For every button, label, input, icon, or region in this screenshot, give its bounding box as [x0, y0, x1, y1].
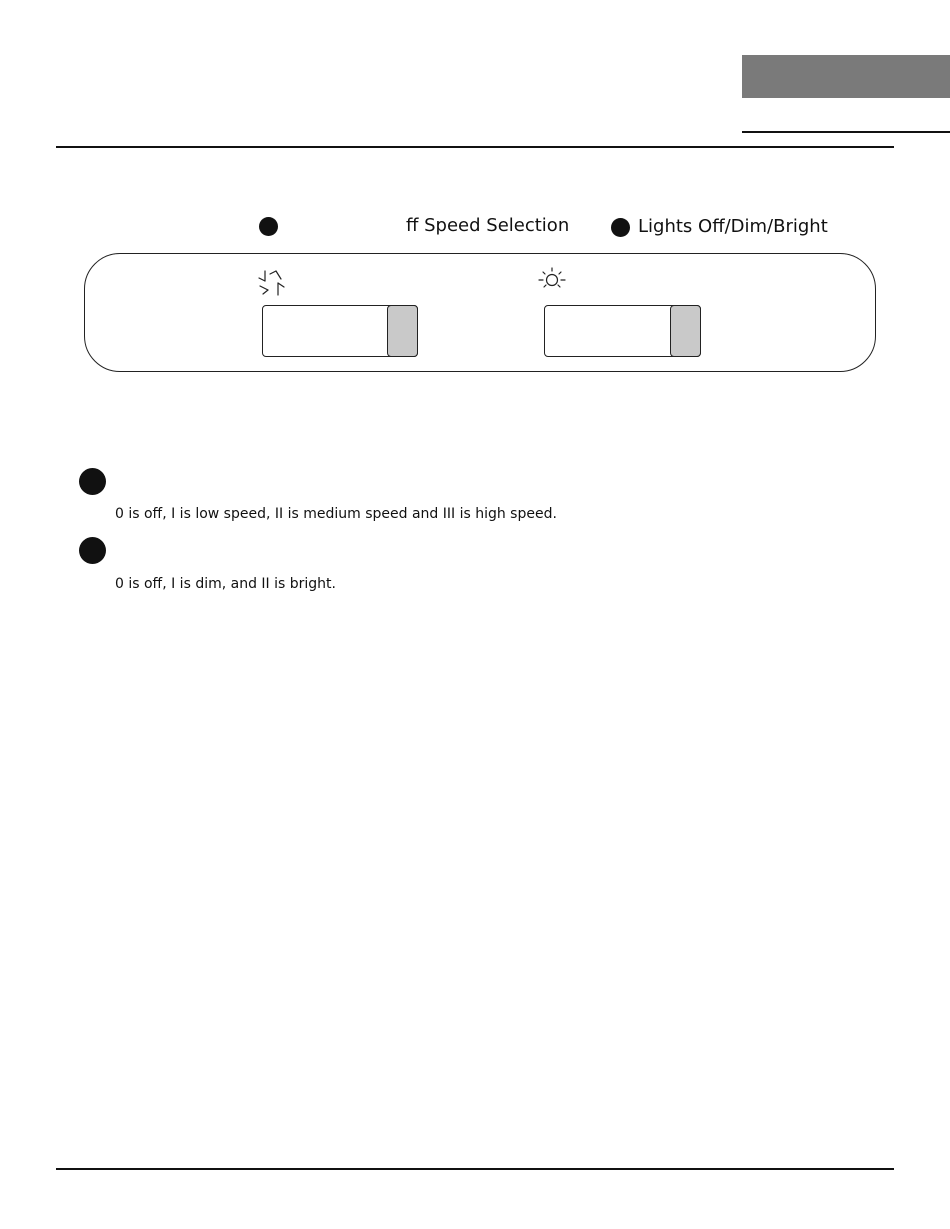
light-callout-marker	[611, 218, 630, 237]
light-bulb-icon	[537, 266, 569, 294]
footer-rule	[56, 1168, 894, 1170]
section-tab	[742, 55, 950, 98]
light-callout-label: Lights Off/Dim/Bright	[638, 216, 828, 237]
header-rule	[56, 146, 894, 148]
light-description: 0 is off, I is dim, and II is bright.	[115, 576, 336, 592]
light-switch[interactable]	[544, 305, 701, 357]
light-switch-knob[interactable]	[670, 305, 701, 357]
fan-speed-switch[interactable]	[262, 305, 418, 357]
fan-callout-marker	[259, 217, 278, 236]
control-panel	[84, 253, 876, 372]
fan-speed-description: 0 is off, I is low speed, II is medium speed and III is high speed.	[115, 506, 557, 522]
fan-icon	[256, 269, 288, 297]
light-description-marker	[79, 537, 106, 564]
section-tab-underline	[742, 131, 950, 133]
light-callout	[611, 215, 828, 239]
fan-description-marker	[79, 468, 106, 495]
fan-speed-switch-knob[interactable]	[387, 305, 418, 357]
fan-callout-label: ff Speed Selection	[406, 215, 570, 236]
